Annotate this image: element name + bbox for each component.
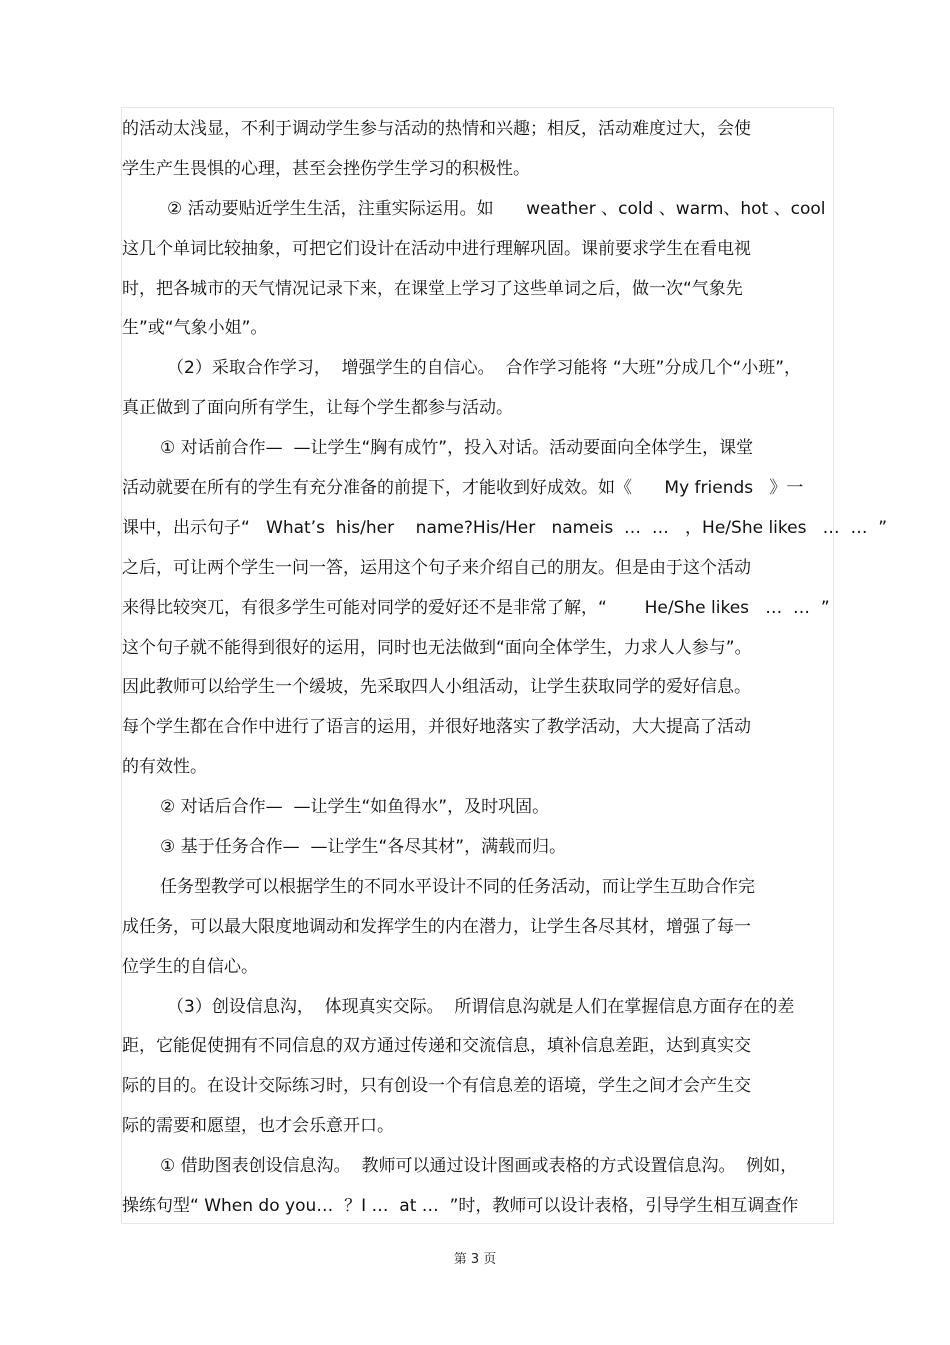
text-line: ② 对话后合作— —让学生“如鱼得水”，及时巩固。: [160, 797, 550, 818]
text-line: 课中，出示句子“ What’s his/her name?His/Her nameis … … ，He/She likes … … ”: [122, 517, 888, 538]
text-line: 学生产生畏惧的心理，甚至会挫伤学生学习的积极性。: [122, 158, 530, 179]
document-body: [122, 110, 922, 1227]
text-line: （2）采取合作学习， 增强学生的自信心。 合作学习能将 “大班”分成几个“小班”，: [167, 358, 802, 379]
text-line: 际的需要和愿望，也才会乐意开口。: [122, 1116, 394, 1137]
text-line: 时，把各城市的天气情况记录下来，在课堂上学习了这些单词之后，做一次“气象先: [122, 278, 743, 299]
text-line: ① 借助图表创设信息沟。 教师可以通过设计图画或表格的方式设置信息沟。 例如，: [160, 1156, 798, 1177]
page-number: 第 3 页: [453, 1252, 497, 1267]
text-line: ② 活动要贴近学生生活，注重实际运用。如 weather 、cold 、warm、hot 、cool: [167, 198, 826, 219]
text-line: 任务型教学可以根据学生的不同水平设计不同的任务活动，而让学生互助合作完: [160, 876, 755, 897]
text-line: 活动就要在所有的学生有充分准备的前提下，才能收到好成效。如《 My friends 》一: [122, 478, 804, 499]
text-line: 真正做到了面向所有学生，让每个学生都参与活动。: [122, 398, 513, 419]
text-line: 位学生的自信心。: [122, 956, 258, 977]
text-line: 生”或“气象小姐”。: [122, 318, 268, 339]
text-line: 因此教师可以给学生一个缓坡，先采取四人小组活动，让学生获取同学的爱好信息。: [122, 677, 751, 698]
text-line: 距，它能促使拥有不同信息的双方通过传递和交流信息，填补信息差距，达到真实交: [122, 1036, 751, 1057]
text-line: 成任务，可以最大限度地调动和发挥学生的内在潜力，让学生各尽其材，增强了每一: [122, 916, 751, 937]
text-line: ① 对话前合作— —让学生“胸有成竹”，投入对话。活动要面向全体学生，课堂: [160, 438, 754, 459]
text-line: 际的目的。在设计交际练习时，只有创设一个有信息差的语境，学生之间才会产生交: [122, 1076, 751, 1097]
text-line: 操练句型“ When do you… ？I … at … ”时，教师可以设计表格，引导学生相互调查作: [122, 1196, 799, 1217]
text-line: 这几个单词比较抽象，可把它们设计在活动中进行理解巩固。课前要求学生在看电视: [122, 238, 751, 259]
text-line: ③ 基于任务合作— —让学生“各尽其材”，满载而归。: [160, 837, 567, 858]
text-line: 之后，可让两个学生一问一答，运用这个句子来介绍自己的朋友。但是由于这个活动: [122, 557, 751, 578]
text-line: 的活动太浅显，不利于调动学生参与活动的热情和兴趣；相反，活动难度过大，会使: [122, 119, 751, 139]
text-line: 的有效性。: [122, 757, 207, 778]
text-line: 这个句子就不能得到很好的运用，同时也无法做到“面向全体学生，力求人人参与”。: [122, 637, 752, 658]
text-line: 来得比较突兀，有很多学生可能对同学的爱好还不是非常了解，“ He/She likes … … ”: [122, 597, 830, 618]
text-line: 每个学生都在合作中进行了语言的运用，并很好地落实了教学活动，大大提高了活动: [122, 717, 751, 738]
text-line: （3）创设信息沟， 体现真实交际。 所谓信息沟就是人们在掌握信息方面存在的差: [167, 996, 795, 1017]
